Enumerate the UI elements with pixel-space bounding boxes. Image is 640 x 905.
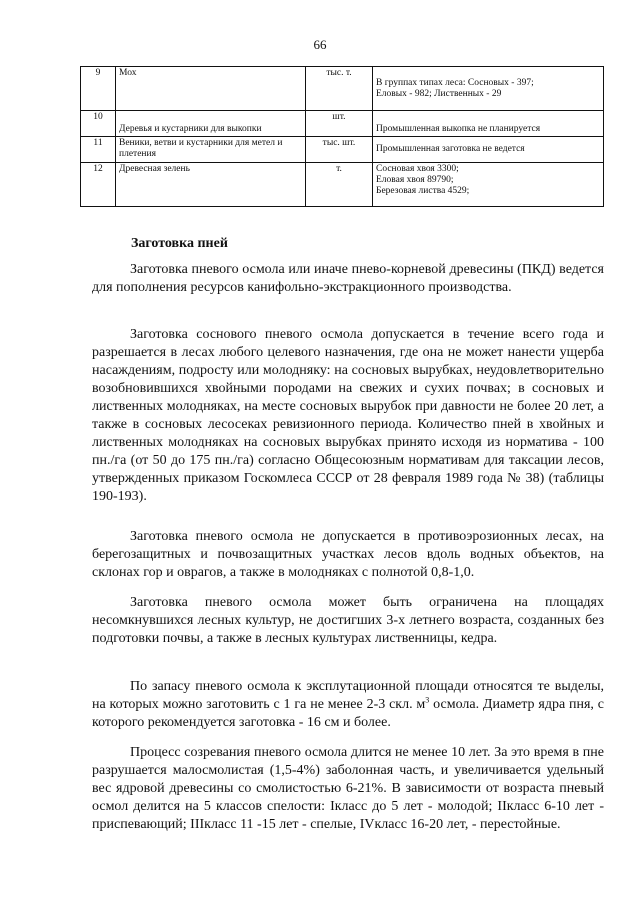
paragraph-6: Процесс созревания пневого осмола длится не менее 10 лет. За это время в пне разрушается малосмолистая (1,5-4%) заболонная часть, и увеличивается удельный вес ядровой древесины со смолистостью 6-21%. В зависимости от возраста пневый осмол делится на 5 классов спелости: Iкласс до 5 лет - молодой; IIкласс 6-10 лет - приспевающий; IIIкласс 11 -15 лет - спелые, IVкласс 16-20 лет, - перестойные.	[92, 745, 604, 832]
resource-unit: тыс. т.	[306, 67, 373, 111]
note-line: Еловых - 982; Лиственных - 29	[376, 89, 502, 99]
paragraph-4: Заготовка пневого осмола может быть ограничена на площадях несомкнувшихся лесных культур, не достигших 3-х летнего возраста, созданных без подготовки почвы, а также в лесных культурах лиственницы, кедра.	[92, 595, 604, 646]
note-line: Промышленная выкопка не планируется	[376, 124, 541, 134]
section-title: Заготовка пней	[131, 236, 228, 251]
paragraph-5-text: По запасу пневого осмола к эксплутационной площади относятся те выделы, на которых можно заготовить с 1 га не менее 2-3 скл. м	[92, 679, 604, 712]
note-line: Еловая хвоя 89790;	[376, 175, 454, 185]
resources-table	[80, 66, 604, 207]
row-number: 10	[81, 111, 116, 137]
resource-name: Древесная зелень	[116, 163, 306, 207]
paragraph-5-text-end: осмола. Диаметр ядра пня, с которого рекомендуется заготовка - 16 см и более.	[92, 697, 604, 730]
resource-note	[373, 111, 604, 137]
resource-note	[373, 137, 604, 163]
resource-unit: т.	[306, 163, 373, 207]
cubic-superscript: 3	[425, 695, 430, 705]
resource-name: Мох	[116, 67, 306, 111]
table-row	[81, 67, 604, 111]
resource-note	[373, 163, 604, 207]
paragraph-5	[92, 678, 604, 732]
row-number: 11	[81, 137, 116, 163]
note-line: Березовая листва 4529;	[376, 186, 470, 196]
resource-note	[373, 67, 604, 111]
page-number: 66	[313, 37, 327, 52]
resource-name: Веники, ветви и кустарники для метел и плетения	[116, 137, 306, 163]
note-line: Сосновая хвоя 3300;	[376, 164, 459, 174]
paragraph-3: Заготовка пневого осмола не допускается в противоэрозионных лесах, на берегозащитных и почвозащитных участках лесов вдоль водных объектов, на склонах гор и оврагов, а также в молодняках с полнотой 0,8-1,0.	[92, 529, 604, 580]
paragraph-1: Заготовка пневого осмола или иначе пнево-корневой древесины (ПКД) ведется для пополнения ресурсов канифольно-экстракционного производства.	[92, 262, 604, 295]
note-line: Промышленная заготовка не ведется	[376, 144, 525, 154]
row-number: 12	[81, 163, 116, 207]
row-number: 9	[81, 67, 116, 111]
table-row	[81, 137, 604, 163]
table-row	[81, 111, 604, 137]
table-row	[81, 163, 604, 207]
resource-unit: шт.	[306, 111, 373, 137]
paragraph-2: Заготовка соснового пневого осмола допускается в течение всего года и разрешается в лесах любого целевого назначения, где она не может нанести ущерба насаждениям, подросту или молодняку: на сосновых вырубках, неудовлетворительно возобновившихся хвойными породами на свежих и сухих почвах; в сосновых и лиственных молодняках, на месте сосновых вырубок при давности не более 20 лет, а также в сосновых лесосеках ревизионного периода. Количество пней в хвойных и лиственных молодняках на сосновых вырубках принято исходя из норматива - 100 пн./га (от 50 до 175 пн./га) согласно Общесоюзным нормативам для таксации лесов, утвержденных приказом Госкомлеса СССР от 28 февраля 1989 года № 38) (таблицы 190-193).	[92, 327, 604, 504]
resource-unit: тыс. шт.	[306, 137, 373, 163]
note-line: В группах типах леса: Сосновых - 397;	[376, 78, 534, 88]
resource-name: Деревья и кустарники для выкопки	[116, 111, 306, 137]
